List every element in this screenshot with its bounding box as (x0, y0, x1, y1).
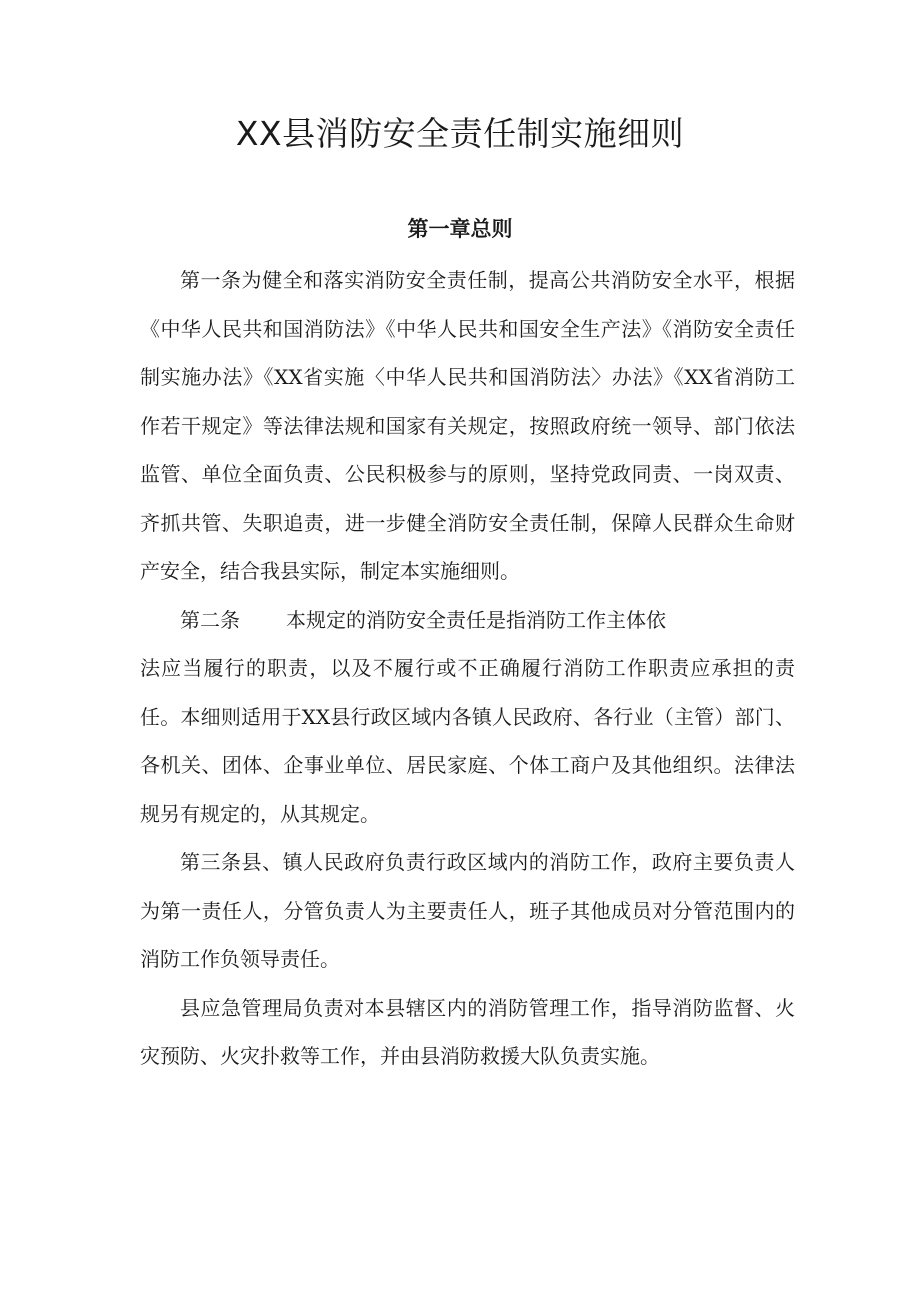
chapter-heading: 第一章总则 (407, 217, 513, 241)
article-1: 第一条为健全和落实消防安全责任制，提高公共消防安全水平，根据《中华人民共和国消防法》《中华人民共和国安全生产法》《消防安全责任制实施办法》《XX省实施〈中华人民共和国消防法〉办法》《XX省消防工作若干规定》等法律法规和国家有关规定，按照政府统一领导、部门依法监管、单位全面负责、公民积极参与的原则，坚持党政同责、一岗双责、齐抓共管、失职追责，进一步健全消防安全责任制，保障人民群众生命财产安全，结合我县实际，制定本实施细则。 (140, 268, 795, 583)
document-body (140, 256, 795, 1081)
article-2-head-text: 本规定的消防安全责任是指消防工作主体依 (286, 607, 666, 632)
article-2-body: 法应当履行的职责，以及不履行或不正确履行消防工作职责应承担的责任。本细则适用于XX县行政区域内各镇人民政府、各行业（主管）部门、各机关、团体、企事业单位、居民家庭、个体工商户及其他组织。法律法规另有规定的，从其规定。 (140, 656, 795, 826)
article-2-label: 第二条 (180, 607, 240, 632)
document-title: XX县消防安全责任制实施细则 (235, 114, 685, 153)
article-2-heading-line (140, 596, 795, 645)
article-3: 第三条县、镇人民政府负责行政区域内的消防工作，政府主要负责人为第一责任人，分管负责人为主要责任人，班子其他成员对分管范围内的消防工作负领导责任。 (140, 850, 795, 971)
article-3-paragraph-2: 县应急管理局负责对本县辖区内的消防管理工作，指导消防监督、火灾预防、火灾扑救等工作，并由县消防救援大队负责实施。 (140, 995, 795, 1068)
